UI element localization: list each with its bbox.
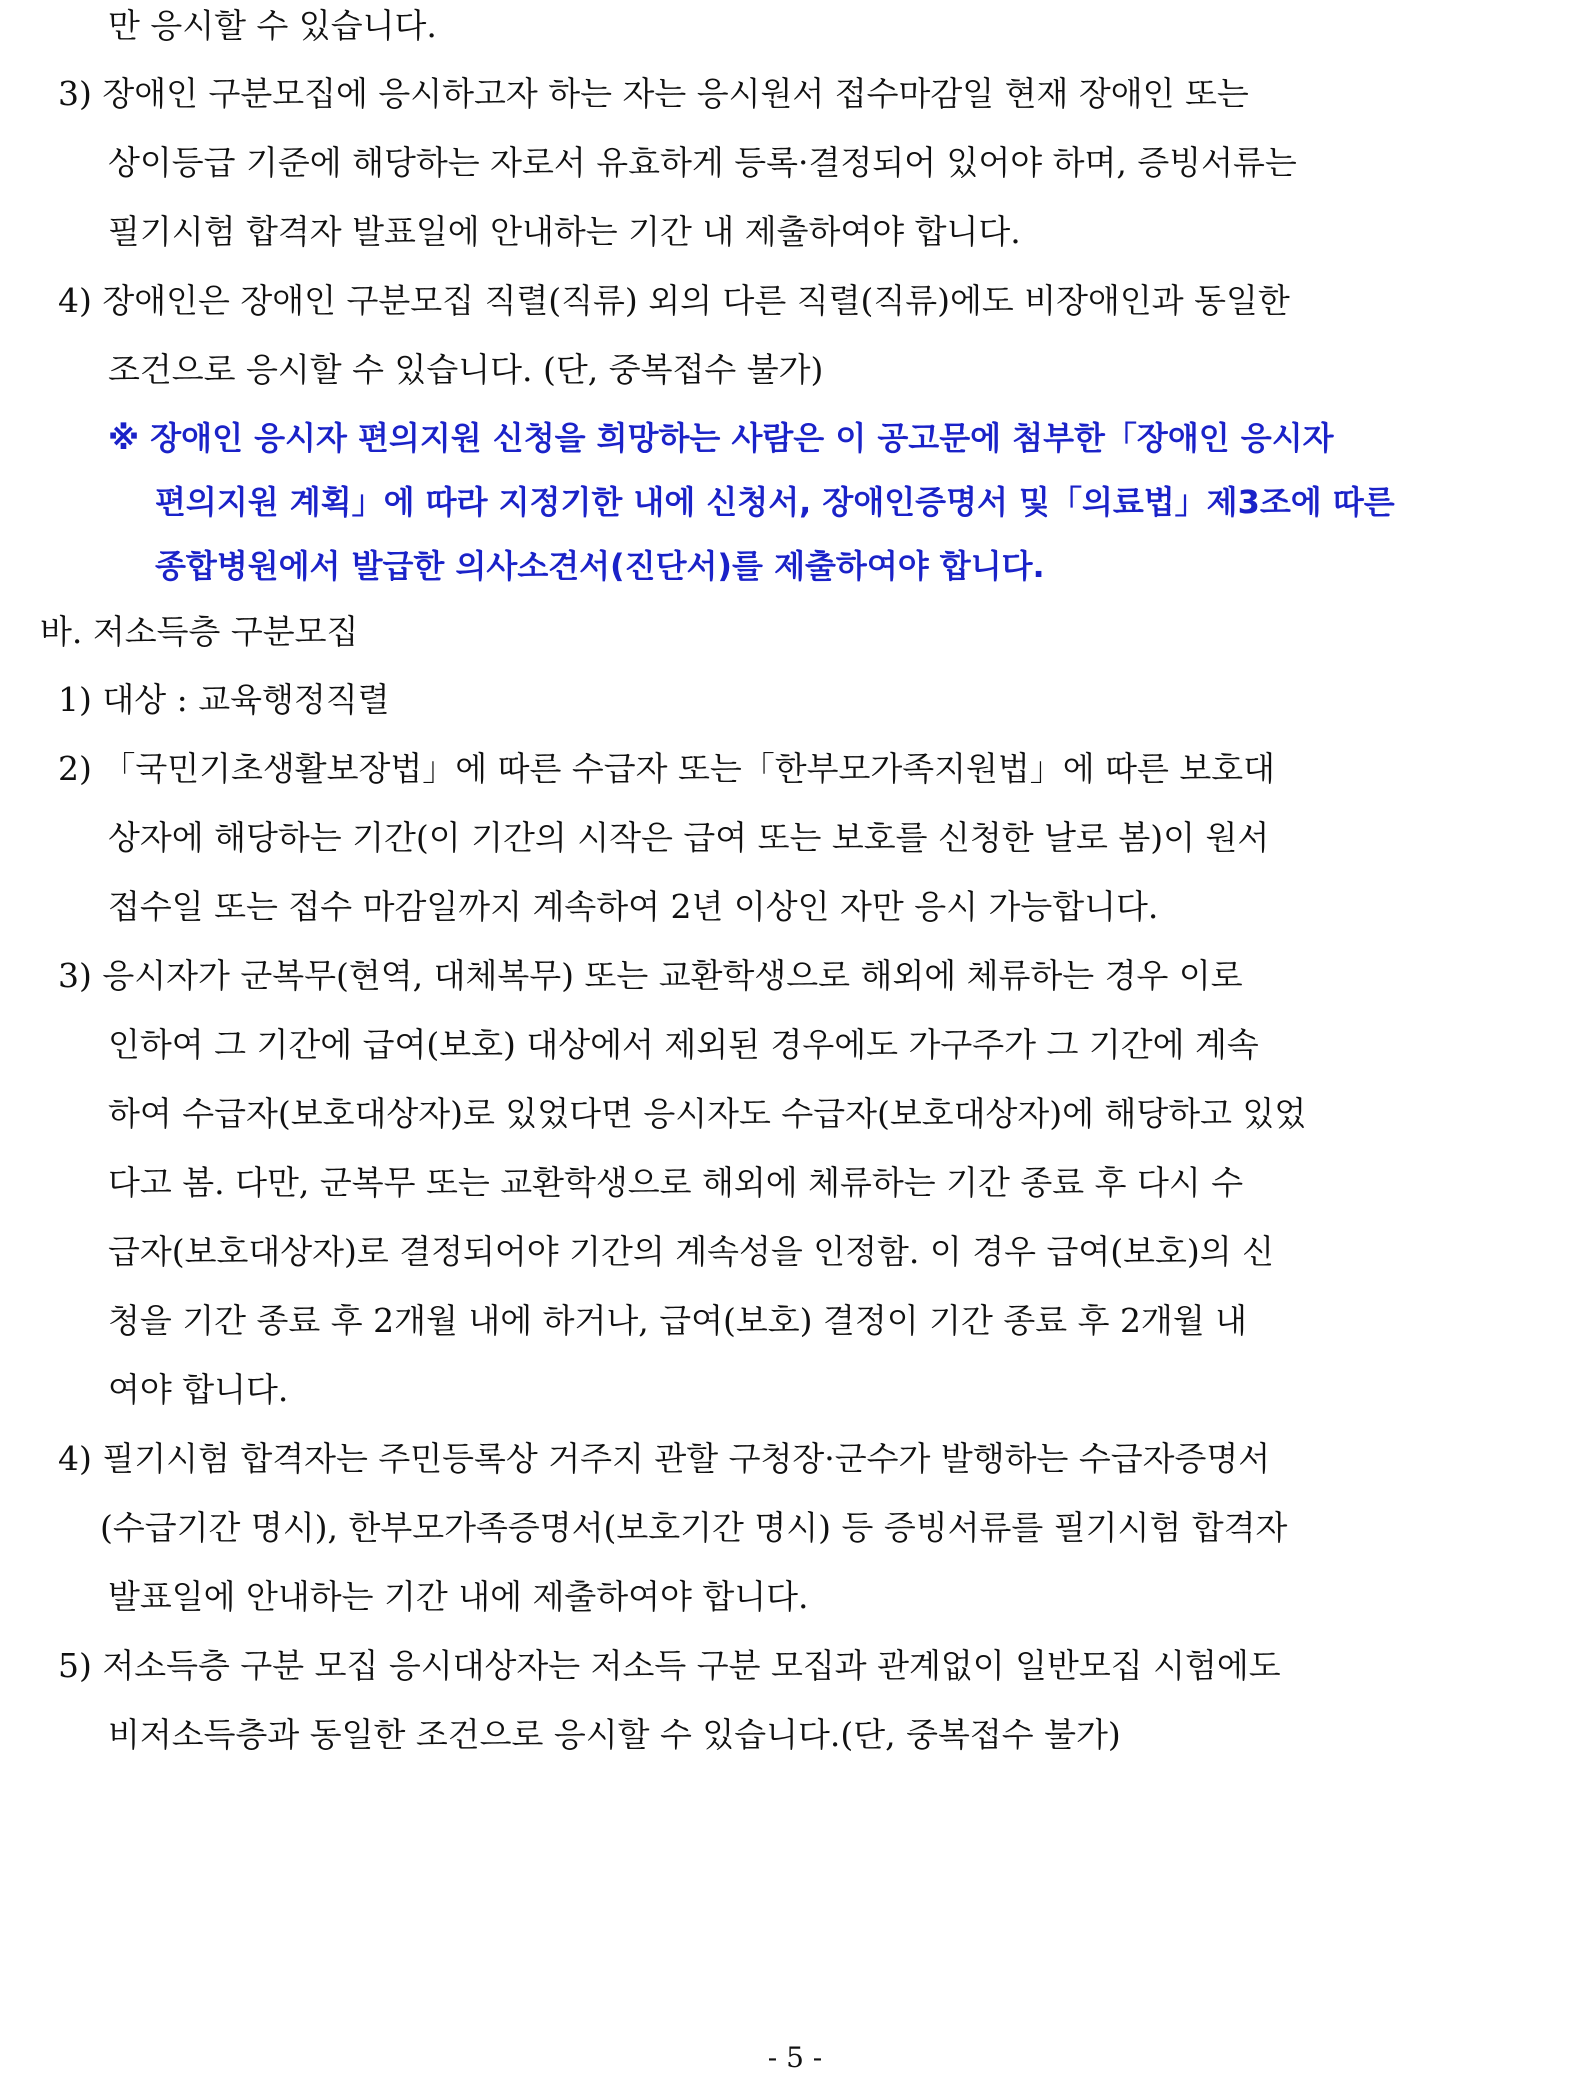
section-heading-ba: 바. 저소득층 구분모집 bbox=[40, 612, 359, 651]
item-3b-line-6: 청을 기간 종료 후 2개월 내에 하거나, 급여(보호) 결정이 기간 종료 후 2개월 내 bbox=[108, 1301, 1248, 1340]
note-line-2: 편의지원 계획」에 따라 지정기한 내에 신청서, 장애인증명서 및「의료법」제3조에 따른 bbox=[155, 483, 1395, 521]
item-2-line-2: 상자에 해당하는 기간(이 기간의 시작은 급여 또는 보호를 신청한 날로 봄)이 원서 bbox=[108, 818, 1270, 857]
item-2-line-3: 접수일 또는 접수 마감일까지 계속하여 2년 이상인 자만 응시 가능합니다. bbox=[108, 887, 1159, 926]
page-number: - 5 - bbox=[767, 2041, 823, 2074]
item-3b-line-1: 3) 응시자가 군복무(현역, 대체복무) 또는 교환학생으로 해외에 체류하는 경우 이로 bbox=[58, 956, 1243, 995]
item-5-line-1: 5) 저소득층 구분 모집 응시대상자는 저소득 구분 모집과 관계없이 일반모집 시험에도 bbox=[58, 1646, 1281, 1685]
item-4-line-2: 조건으로 응시할 수 있습니다. (단, 중복접수 불가) bbox=[108, 350, 824, 389]
item-4b-line-1: 4) 필기시험 합격자는 주민등록상 거주지 관할 구청장·군수가 발행하는 수급자증명서 bbox=[58, 1439, 1271, 1478]
item-1-target: 1) 대상 : 교육행정직렬 bbox=[58, 680, 390, 719]
item-3-line-1: 3) 장애인 구분모집에 응시하고자 하는 자는 응시원서 접수마감일 현재 장애인 또는 bbox=[58, 74, 1249, 113]
item-3b-line-5: 급자(보호대상자)로 결정되어야 기간의 계속성을 인정함. 이 경우 급여(보호)의 신 bbox=[108, 1232, 1275, 1271]
item-3-line-2: 상이등급 기준에 해당하는 자로서 유효하게 등록·결정되어 있어야 하며, 증빙서류는 bbox=[108, 143, 1297, 182]
item-4-line-1: 4) 장애인은 장애인 구분모집 직렬(직류) 외의 다른 직렬(직류)에도 비장애인과 동일한 bbox=[58, 281, 1290, 320]
item-5-line-2: 비저소득층과 동일한 조건으로 응시할 수 있습니다.(단, 중복접수 불가) bbox=[108, 1715, 1121, 1754]
note-line-1: ※ 장애인 응시자 편의지원 신청을 희망하는 사람은 이 공고문에 첨부한「장애인 응시자 bbox=[108, 419, 1334, 457]
note-line-3: 종합병원에서 발급한 의사소견서(진단서)를 제출하여야 합니다. bbox=[155, 547, 1045, 585]
item-3b-line-4: 다고 봄. 다만, 군복무 또는 교환학생으로 해외에 체류하는 기간 종료 후 다시 수 bbox=[108, 1163, 1244, 1202]
text-line-1: 만 응시할 수 있습니다. bbox=[108, 6, 437, 45]
item-2-line-1: 2) 「국민기초생활보장법」에 따른 수급자 또는「한부모가족지원법」에 따른 보호대 bbox=[58, 749, 1276, 788]
item-3b-line-2: 인하여 그 기간에 급여(보호) 대상에서 제외된 경우에도 가구주가 그 기간에 계속 bbox=[108, 1025, 1259, 1064]
item-3b-line-7: 여야 합니다. bbox=[108, 1370, 289, 1409]
item-4b-line-3: 발표일에 안내하는 기간 내에 제출하여야 합니다. bbox=[108, 1577, 809, 1616]
item-3b-line-3: 하여 수급자(보호대상자)로 있었다면 응시자도 수급자(보호대상자)에 해당하고 있었 bbox=[108, 1094, 1307, 1133]
item-3-line-3: 필기시험 합격자 발표일에 안내하는 기간 내 제출하여야 합니다. bbox=[108, 212, 1021, 251]
item-4b-line-2: (수급기간 명시), 한부모가족증명서(보호기간 명시) 등 증빙서류를 필기시험 합격자 bbox=[100, 1508, 1288, 1547]
